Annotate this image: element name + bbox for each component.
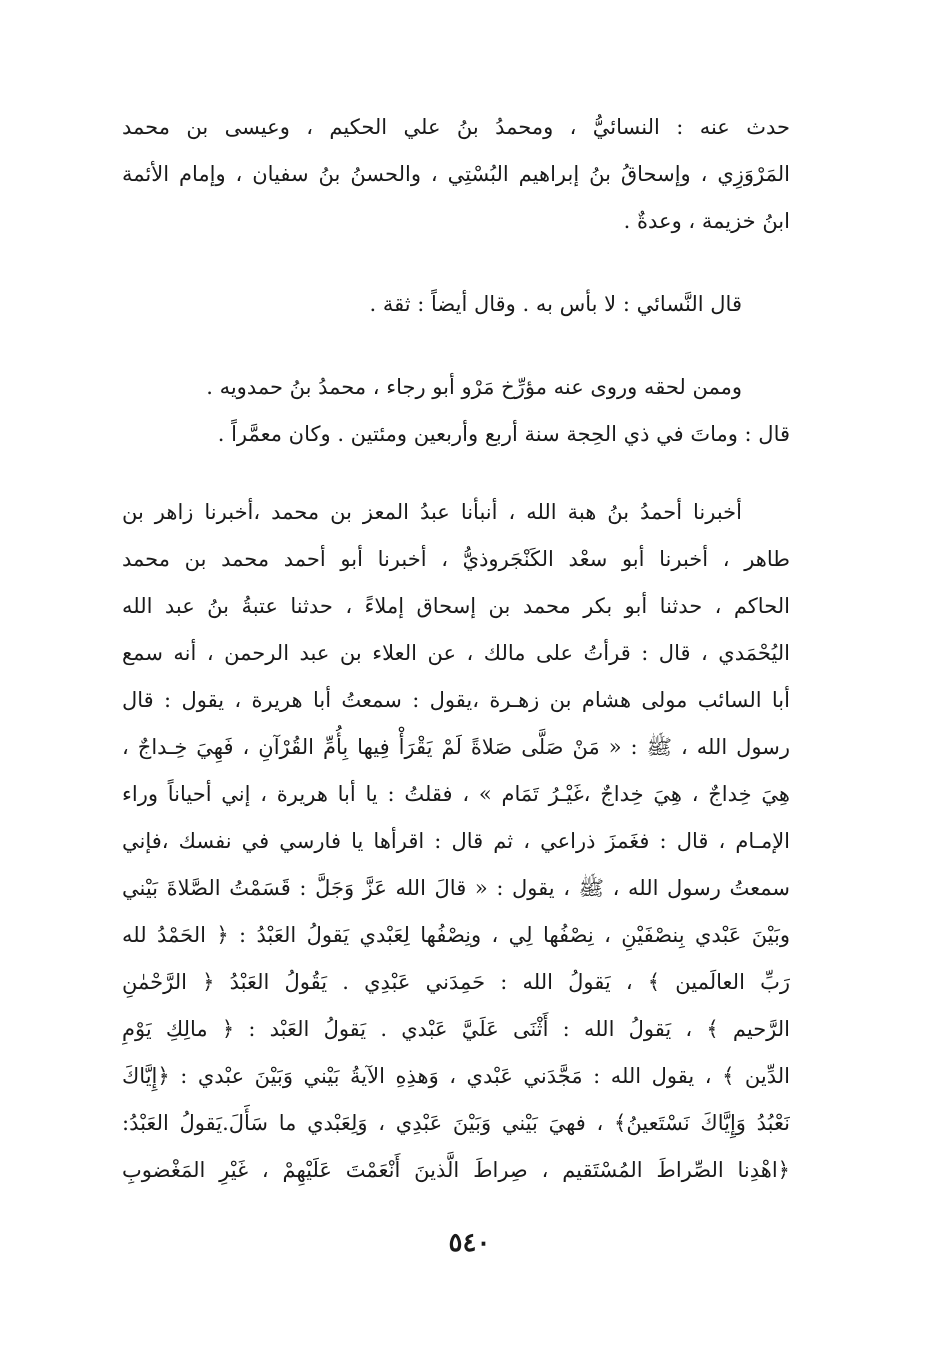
text-line: الحاكم ، حدثنا أبو بكر محمد بن إسحاق إملاءً ، حدثنا عتبةُ بنُ عبد الله [122, 594, 790, 618]
text-line: حدث عنه : النسائيُّ ، ومحمدُ بنُ علي الحكيم ، وعيسى بن محمد [122, 115, 790, 139]
text-line: الإمـام ، قال : فغَمزَ ذراعي ، ثم قال : اقرأها يا فارسي في نفسك ،فإني [122, 829, 790, 853]
text-line: قال : وماتَ في ذي الحِجة سنة أربع وأربعين ومئتين . وكان معمَّراً . [217, 422, 790, 446]
text-line: المَرْوَزِي ، وإسحاقُ بنُ إبراهيم البُسْتِي ، والحسنُ بنُ سفيان ، وإمام الأئمة [122, 162, 790, 186]
text-line: طاهر ، أخبرنا أبو سعْد الكَنْجَروذيُّ ، أخبرنا أبو أحمد محمد بن محمد [122, 547, 790, 571]
text-line: الدِّين ﴾ ، يقول الله : مَجَّدَني عَبْدي ، وَهذِهِ الآيةُ بَيْني وَبَيْنَ عبْدي : ﴿إِيَّاكَ [122, 1064, 790, 1088]
text-line: ﴿اهْدِنا الصِّراطَ المُسْتَقيم ، صِراطَ الَّذينَ أَنْعَمْتَ عَلَيْهِمْ ، غَيْرِ المَغْضوبِ [122, 1158, 790, 1182]
text-line: سمعتُ رسول الله ، ﷺ ، يقول : « قالَ الله عَزَّ وَجَلَّ : قَسَمْتُ الصَّلاةَ بَيْني [122, 876, 790, 900]
paragraph-hadith [122, 489, 790, 1194]
text-line: هِيَ خِداجٌ ، هِيَ خِداجٌ ،غَيْـرُ تَمَام » ، فقلتُ : يا أبا هريرة ، إني أحياناً وراء [122, 782, 790, 806]
paragraph-narrators [122, 104, 790, 245]
text-line: وممن لحقه وروى عنه مؤرِّخ مَرْو أبو رجاء ، محمدُ بنُ حمدويه . [206, 375, 742, 399]
text-line: اليُحْمَدي ، قال : قرأتُ على مالك ، عن العلاء بن عبد الرحمن ، أنه سمع [122, 641, 790, 665]
paragraph-death [122, 364, 790, 458]
text-line: أبا السائب مولى هشام بن زهـرة ،يقول : سمعتُ أبا هريرة ، يقول : قال [122, 688, 790, 712]
text-line: الرَّحيم ﴾ ، يَقولُ الله : أَثْنَى عَلَيَّ عَبْدي . يَقولُ العَبْد : ﴿ مالِكِ يَوْمِ [122, 1017, 790, 1041]
text-line: رسول الله ، ﷺ : « مَنْ صَلَّى صَلاةً لَمْ يَقْرَأْ فِيها بِأُمِّ القُرْآنِ ، فَهِيَ خِـداجٌ ، [122, 735, 790, 759]
paragraph-nasai-opinion [122, 281, 790, 328]
text-line: ابنُ خزيمة ، وعدةٌ . [623, 209, 790, 233]
text-line: وبَيْنَ عَبْدي بِنصْفَيْنِ ، نِصْفُها لِي ، ونِصْفُها لِعَبْدي يَقولُ العَبْدُ : ﴿ الحَمْدُ لله [122, 923, 790, 947]
text-line: نَعْبُدُ وَإِيَّاكَ نَسْتَعينُ﴾ ، فهيَ بَيْني وَبَيْنَ عَبْدِي ، وَلِعَبْدي ما سَأَلَ.يَقولُ العَبْدُ: [122, 1111, 790, 1135]
text-line: قال النَّسائي : لا بأس به . وقال أيضاً : ثقة . [369, 292, 742, 316]
text-line: رَبِّ العالَمين ﴾ ، يَقولُ الله : حَمِدَني عَبْدِي . يَقُولُ العَبْدُ ﴿ الرَّحْمٰنِ [122, 970, 790, 994]
page-number: ٥٤٠ [448, 1228, 491, 1258]
text-line: أخبرنا أحمدُ بنُ هبة الله ، أنبأنا عبدُ المعز بن محمد ،أخبرنا زاهر بن [122, 500, 742, 524]
